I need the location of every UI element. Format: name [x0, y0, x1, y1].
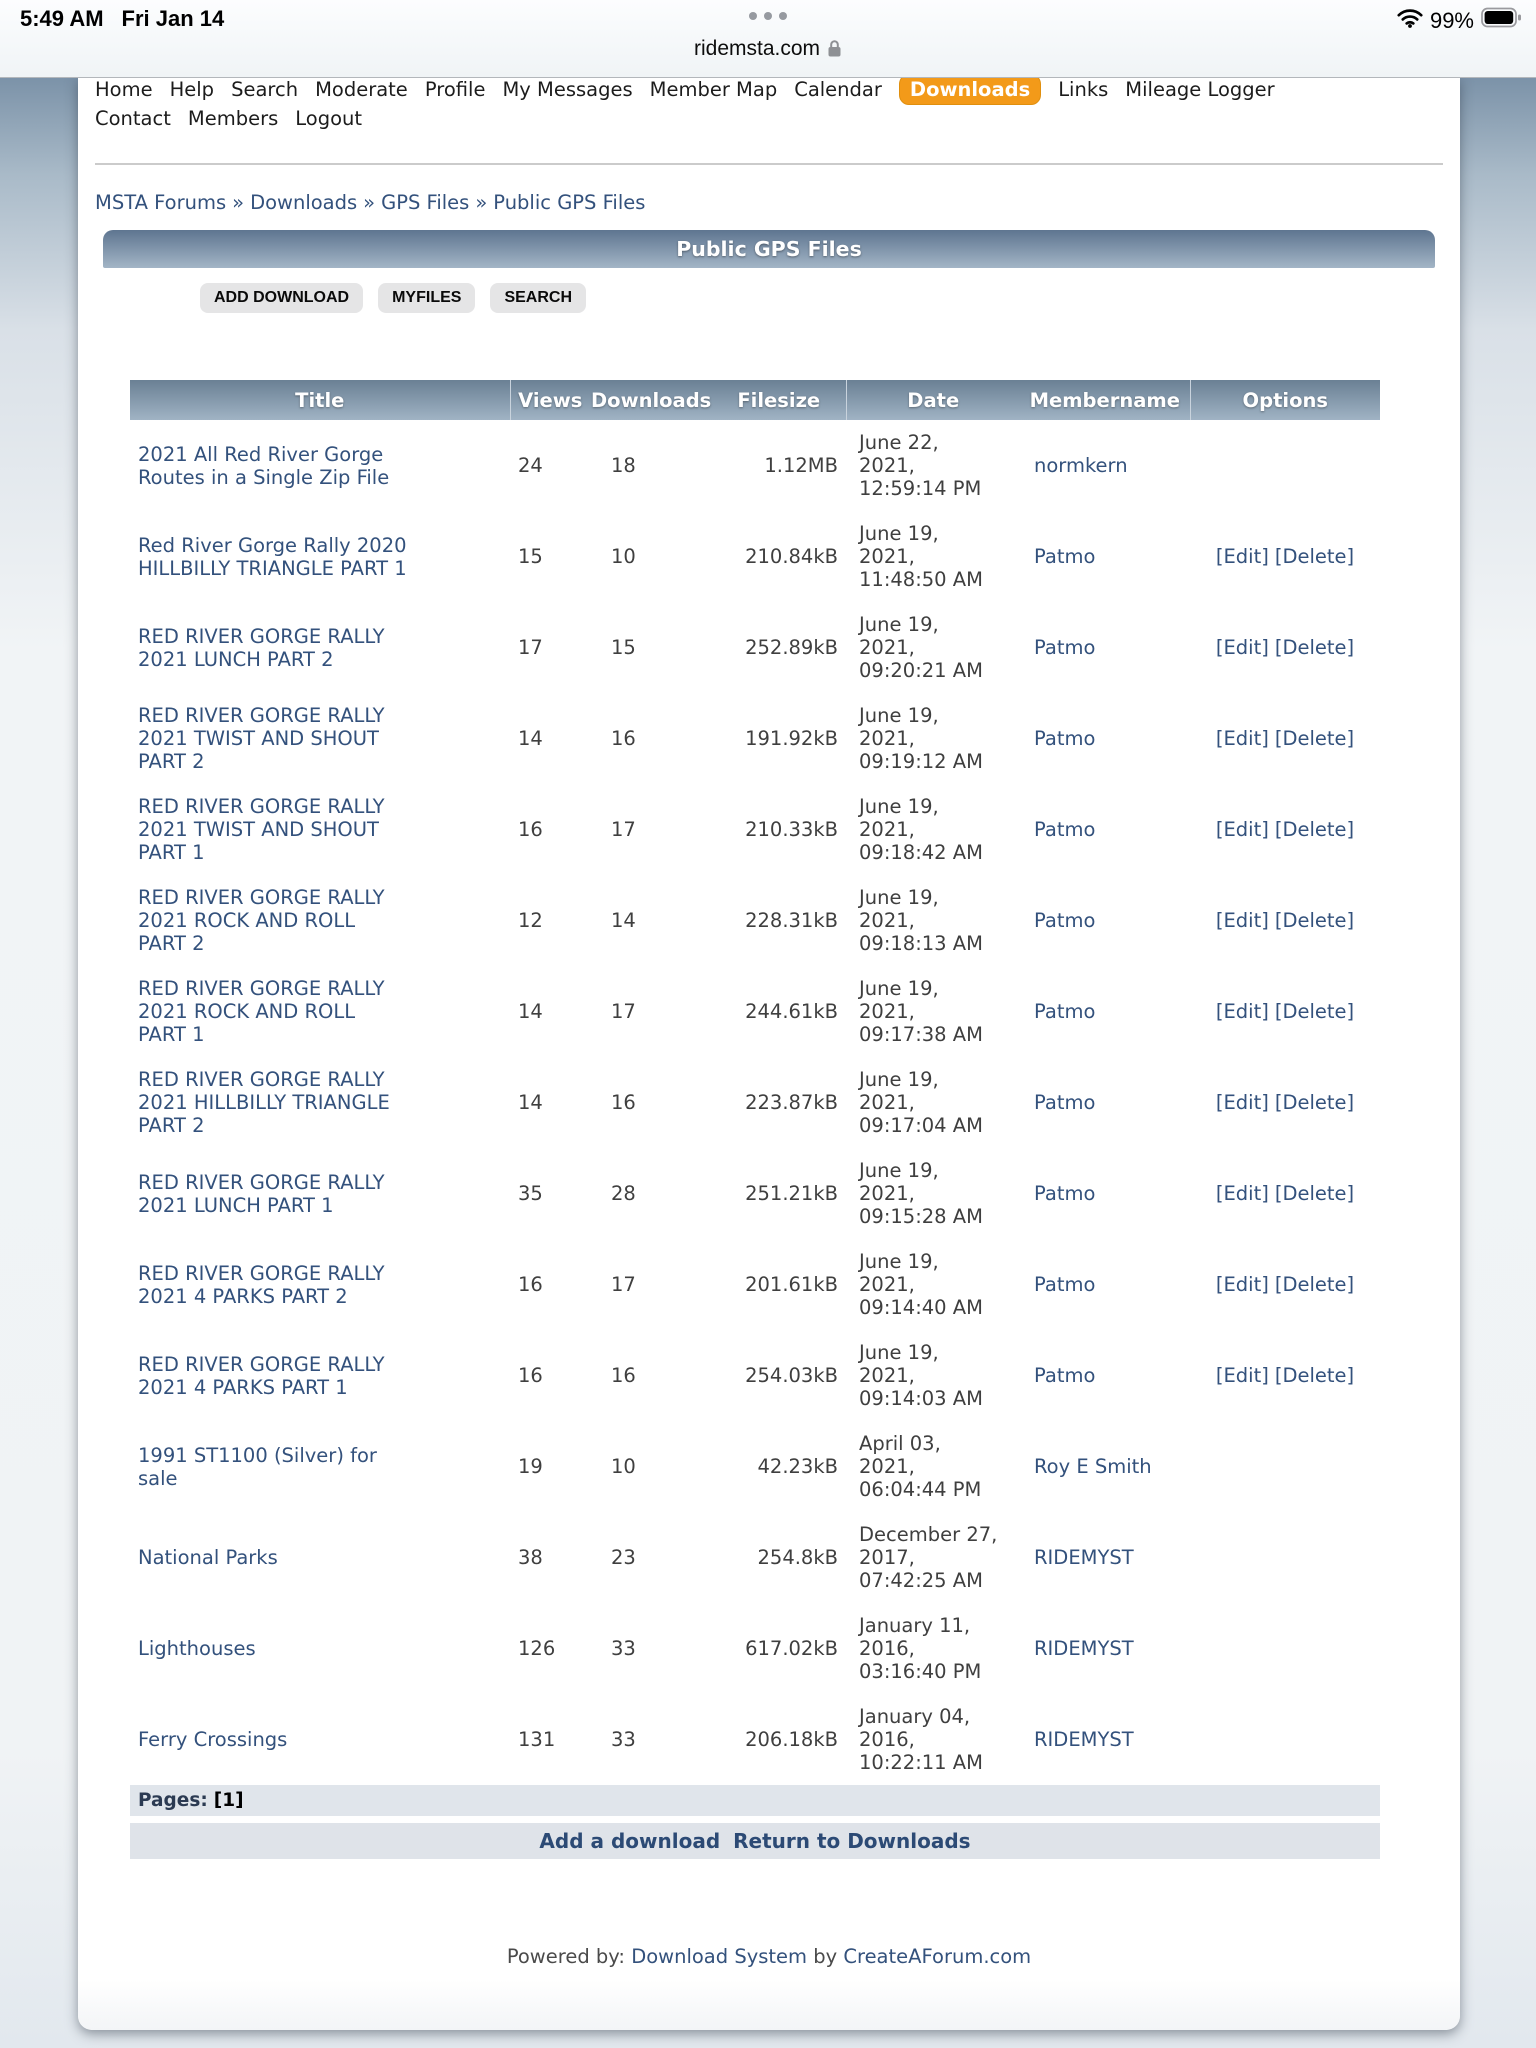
membername-link[interactable]: Patmo — [1034, 1364, 1096, 1387]
pages-label: Pages: — [138, 1790, 208, 1811]
title-cell — [130, 1330, 510, 1421]
myfiles-button[interactable]: MYFILES — [378, 283, 475, 313]
membername-link[interactable]: RIDEMYST — [1034, 1546, 1134, 1569]
files-table-body — [130, 420, 1380, 1785]
url-text[interactable]: ridemsta.com — [693, 37, 821, 60]
filesize-cell: 223.87kB — [745, 1091, 838, 1114]
views-cell: 126 — [518, 1637, 556, 1660]
nav-item-contact[interactable]: Contact — [95, 107, 171, 130]
membername-link[interactable]: RIDEMYST — [1034, 1728, 1134, 1751]
filesize-cell: 210.33kB — [745, 818, 838, 841]
file-title-link[interactable]: RED RIVER GORGE RALLY 2021 LUNCH PART 1 — [138, 1170, 385, 1217]
date-text: December 27, 2017, 07:42:25 AM — [859, 1523, 998, 1592]
breadcrumb-link[interactable]: MSTA Forums — [95, 191, 227, 214]
table-row — [130, 420, 1380, 511]
nav-item-members[interactable]: Members — [187, 107, 279, 130]
downloads-cell: 17 — [611, 1000, 636, 1023]
file-title-link[interactable]: RED RIVER GORGE RALLY 2021 4 PARKS PART 1 — [138, 1352, 385, 1399]
col-options: Options — [1190, 380, 1380, 420]
views-cell: 16 — [518, 818, 543, 841]
date-cell — [846, 1694, 1020, 1785]
search-button[interactable]: SEARCH — [490, 283, 586, 313]
views-cell: 14 — [518, 1000, 543, 1023]
file-title-link[interactable]: RED RIVER GORGE RALLY 2021 HILLBILLY TRIANGLE PART 2 — [138, 1068, 390, 1137]
filesize-cell: 617.02kB — [745, 1637, 838, 1660]
title-cell — [130, 784, 510, 875]
date-cell — [846, 420, 1020, 511]
options-cell — [1190, 784, 1380, 875]
file-title-link[interactable]: 2021 All Red River Gorge Routes in a Single Zip File — [138, 442, 390, 489]
downloads-cell: 10 — [611, 545, 636, 568]
breadcrumb-link[interactable]: GPS Files — [381, 191, 470, 214]
title-cell — [130, 1603, 510, 1694]
add-download-button[interactable]: ADD DOWNLOAD — [200, 283, 363, 313]
date-cell — [846, 1330, 1020, 1421]
membername-cell — [1020, 1239, 1190, 1330]
membername-cell — [1020, 784, 1190, 875]
breadcrumb-separator: » — [363, 191, 376, 214]
membername-link[interactable]: Patmo — [1034, 818, 1096, 841]
views-cell: 38 — [518, 1546, 543, 1569]
date-text: June 19, 2021, 09:14:40 AM — [859, 1250, 983, 1319]
toolbar — [200, 283, 1443, 313]
filesize-cell: 254.8kB — [757, 1546, 838, 1569]
date-text: June 19, 2021, 09:20:21 AM — [859, 613, 983, 682]
return-to-downloads-link[interactable]: Return to Downloads — [733, 1829, 971, 1853]
title-cell — [130, 602, 510, 693]
title-cell — [130, 1239, 510, 1330]
delete-link[interactable]: [Delete] — [1274, 545, 1355, 568]
breadcrumb-separator: » — [232, 191, 245, 214]
membername-cell — [1020, 1603, 1190, 1694]
browser-chrome — [0, 0, 1536, 78]
file-title-link[interactable]: National Parks — [138, 1546, 278, 1569]
options-cell — [1190, 966, 1380, 1057]
membername-link[interactable]: Roy E Smith — [1034, 1455, 1152, 1478]
filesize-cell: 1.12MB — [764, 454, 838, 477]
nav-item-help[interactable]: Help — [169, 78, 215, 101]
downloads-cell: 16 — [611, 727, 636, 750]
delete-link[interactable]: [Delete] — [1274, 1000, 1355, 1023]
date-text: June 19, 2021, 09:15:28 AM — [859, 1159, 983, 1228]
date-cell — [846, 1148, 1020, 1239]
membername-link[interactable]: RIDEMYST — [1034, 1637, 1134, 1660]
date-text: January 04, 2016, 10:22:11 AM — [859, 1705, 983, 1774]
table-row — [130, 511, 1380, 602]
bottom-links-bar — [130, 1823, 1380, 1859]
views-cell: 12 — [518, 909, 543, 932]
membername-cell — [1020, 693, 1190, 784]
nav-item-profile[interactable]: Profile — [424, 78, 486, 101]
downloads-cell: 23 — [611, 1546, 636, 1569]
status-time: 5:49 AM — [20, 6, 104, 31]
filesize-cell: 206.18kB — [745, 1728, 838, 1751]
options-cell — [1190, 1148, 1380, 1239]
nav-item-links[interactable]: Links — [1058, 78, 1109, 101]
options-cell — [1190, 1421, 1380, 1512]
file-title-link[interactable]: RED RIVER GORGE RALLY 2021 ROCK AND ROLL PART 1 — [138, 977, 385, 1046]
edit-link[interactable]: [Edit] — [1215, 636, 1269, 659]
table-row — [130, 1148, 1380, 1239]
views-cell: 15 — [518, 545, 543, 568]
membername-link[interactable]: normkern — [1034, 454, 1128, 477]
downloads-cell: 17 — [611, 1273, 636, 1296]
table-row — [130, 1239, 1380, 1330]
filesize-cell: 244.61kB — [745, 1000, 838, 1023]
title-cell — [130, 1057, 510, 1148]
options-cell — [1190, 1330, 1380, 1421]
options-cell — [1190, 1239, 1380, 1330]
edit-link[interactable]: [Edit] — [1215, 1364, 1269, 1387]
date-cell — [846, 1603, 1020, 1694]
powered-by-text: Powered by: — [506, 1945, 625, 1968]
views-cell: 19 — [518, 1455, 543, 1478]
date-cell — [846, 1512, 1020, 1603]
options-cell — [1190, 1512, 1380, 1603]
edit-link[interactable]: [Edit] — [1215, 545, 1269, 568]
title-cell — [130, 1148, 510, 1239]
table-row — [130, 1330, 1380, 1421]
membername-cell — [1020, 1421, 1190, 1512]
edit-link[interactable]: [Edit] — [1215, 1091, 1269, 1114]
views-cell: 24 — [518, 454, 543, 477]
pagination-bar — [130, 1785, 1380, 1816]
membername-cell — [1020, 875, 1190, 966]
file-title-link[interactable]: Lighthouses — [138, 1637, 256, 1660]
col-membername: Membername — [1020, 380, 1190, 420]
table-header-row — [130, 380, 1380, 420]
membername-cell — [1020, 1694, 1190, 1785]
title-cell — [130, 420, 510, 511]
date-text: June 19, 2021, 09:17:04 AM — [859, 1068, 983, 1137]
membername-cell — [1020, 966, 1190, 1057]
delete-link[interactable]: [Delete] — [1274, 1091, 1355, 1114]
nav-item-search[interactable]: Search — [231, 78, 299, 101]
title-cell — [130, 1512, 510, 1603]
options-cell — [1190, 875, 1380, 966]
options-cell — [1190, 1603, 1380, 1694]
nav-item-my-messages[interactable]: My Messages — [502, 78, 633, 101]
date-cell — [846, 875, 1020, 966]
page-title: Public GPS Files — [103, 230, 1435, 268]
date-cell — [846, 1421, 1020, 1512]
table-row — [130, 602, 1380, 693]
nav-item-home[interactable]: Home — [95, 78, 153, 101]
breadcrumb — [95, 191, 1443, 214]
breadcrumb-link[interactable]: Public GPS Files — [493, 191, 646, 214]
file-title-link[interactable]: Red River Gorge Rally 2020 HILLBILLY TRIANGLE PART 1 — [138, 533, 407, 580]
nav-item-calendar[interactable]: Calendar — [794, 78, 882, 101]
battery-icon — [1481, 7, 1522, 34]
views-cell: 14 — [518, 727, 543, 750]
col-filesize: Filesize — [712, 380, 846, 420]
views-cell: 35 — [518, 1182, 543, 1205]
file-title-link[interactable]: RED RIVER GORGE RALLY 2021 TWIST AND SHOUT PART 1 — [138, 795, 385, 864]
file-title-link[interactable]: RED RIVER GORGE RALLY 2021 LUNCH PART 2 — [138, 624, 385, 671]
downloads-cell: 28 — [611, 1182, 636, 1205]
filesize-cell: 228.31kB — [745, 909, 838, 932]
membername-cell — [1020, 1057, 1190, 1148]
file-title-link[interactable]: RED RIVER GORGE RALLY 2021 ROCK AND ROLL PART 2 — [138, 886, 385, 955]
delete-link[interactable]: [Delete] — [1274, 1182, 1355, 1205]
date-text: June 19, 2021, 09:19:12 AM — [859, 704, 983, 773]
footer — [95, 1945, 1443, 1968]
filesize-cell: 252.89kB — [745, 636, 838, 659]
date-cell — [846, 966, 1020, 1057]
status-date: Fri Jan 14 — [121, 6, 225, 31]
nav-item-member-map[interactable]: Member Map — [649, 78, 778, 101]
downloads-cell: 14 — [611, 909, 636, 932]
divider — [95, 163, 1443, 165]
membername-link[interactable]: Patmo — [1034, 909, 1096, 932]
edit-link[interactable]: [Edit] — [1215, 1273, 1269, 1296]
filesize-cell: 201.61kB — [745, 1273, 838, 1296]
table-row — [130, 1694, 1380, 1785]
downloads-cell: 33 — [611, 1728, 636, 1751]
filesize-cell: 251.21kB — [745, 1182, 838, 1205]
date-cell — [846, 511, 1020, 602]
membername-link[interactable]: Patmo — [1034, 545, 1096, 568]
membername-cell — [1020, 1330, 1190, 1421]
options-cell — [1190, 693, 1380, 784]
views-cell: 131 — [518, 1728, 556, 1751]
title-cell — [130, 1421, 510, 1512]
breadcrumb-separator: » — [475, 191, 488, 214]
date-text: June 19, 2021, 09:14:03 AM — [859, 1341, 983, 1410]
membername-cell — [1020, 1512, 1190, 1603]
edit-link[interactable]: [Edit] — [1215, 818, 1269, 841]
views-cell: 16 — [518, 1364, 543, 1387]
nav-main-row — [95, 77, 1443, 105]
date-cell — [846, 1239, 1020, 1330]
options-cell — [1190, 420, 1380, 511]
membername-cell — [1020, 602, 1190, 693]
edit-link[interactable]: [Edit] — [1215, 1182, 1269, 1205]
downloads-cell: 16 — [611, 1364, 636, 1387]
delete-link[interactable]: [Delete] — [1274, 1273, 1355, 1296]
membername-cell — [1020, 1148, 1190, 1239]
date-cell — [846, 602, 1020, 693]
tab-switcher-dots-icon[interactable] — [0, 12, 1536, 20]
date-cell — [846, 693, 1020, 784]
delete-link[interactable]: [Delete] — [1274, 636, 1355, 659]
membername-link[interactable]: Patmo — [1034, 727, 1096, 750]
downloads-cell: 15 — [611, 636, 636, 659]
membername-link[interactable]: Patmo — [1034, 636, 1096, 659]
status-right — [1397, 7, 1522, 34]
page-number[interactable]: [1] — [213, 1790, 244, 1811]
options-cell — [1190, 511, 1380, 602]
options-cell — [1190, 1057, 1380, 1148]
date-text: June 22, 2021, 12:59:14 PM — [859, 431, 982, 500]
date-text: June 19, 2021, 09:17:38 AM — [859, 977, 983, 1046]
date-cell — [846, 1057, 1020, 1148]
filesize-cell: 210.84kB — [745, 545, 838, 568]
downloads-cell: 16 — [611, 1091, 636, 1114]
page-content-card — [78, 77, 1460, 2030]
nav-item-mileage-logger[interactable]: Mileage Logger — [1125, 78, 1275, 101]
membername-link[interactable]: Patmo — [1034, 1182, 1096, 1205]
add-a-download-link[interactable]: Add a download — [539, 1829, 721, 1853]
delete-link[interactable]: [Delete] — [1274, 909, 1355, 932]
date-text: January 11, 2016, 03:16:40 PM — [859, 1614, 982, 1683]
col-views: Views — [510, 380, 590, 420]
address-bar[interactable] — [0, 37, 1536, 61]
options-cell — [1190, 1694, 1380, 1785]
download-system-link[interactable]: Download System — [631, 1945, 808, 1968]
delete-link[interactable]: [Delete] — [1274, 818, 1355, 841]
table-row — [130, 875, 1380, 966]
col-downloads: Downloads — [590, 380, 712, 420]
nav-item-logout[interactable]: Logout — [295, 107, 363, 130]
views-cell: 16 — [518, 1273, 543, 1296]
membername-link[interactable]: Patmo — [1034, 1273, 1096, 1296]
downloads-cell: 33 — [611, 1637, 636, 1660]
membername-cell — [1020, 420, 1190, 511]
table-row — [130, 1057, 1380, 1148]
title-cell — [130, 693, 510, 784]
membername-link[interactable]: Patmo — [1034, 1091, 1096, 1114]
membername-link[interactable]: Patmo — [1034, 1000, 1096, 1023]
file-title-link[interactable]: RED RIVER GORGE RALLY 2021 4 PARKS PART 2 — [138, 1261, 385, 1308]
file-title-link[interactable]: Ferry Crossings — [138, 1728, 288, 1751]
main-nav — [95, 77, 1443, 132]
breadcrumb-link[interactable]: Downloads — [250, 191, 358, 214]
options-cell — [1190, 602, 1380, 693]
table-row — [130, 966, 1380, 1057]
filesize-cell: 191.92kB — [745, 727, 838, 750]
table-row — [130, 1512, 1380, 1603]
edit-link[interactable]: [Edit] — [1215, 727, 1269, 750]
table-row — [130, 693, 1380, 784]
edit-link[interactable]: [Edit] — [1215, 909, 1269, 932]
membername-cell — [1020, 511, 1190, 602]
title-cell — [130, 1694, 510, 1785]
createaforum-link[interactable]: CreateAForum.com — [843, 1945, 1032, 1968]
title-cell — [130, 966, 510, 1057]
filesize-cell: 254.03kB — [745, 1364, 838, 1387]
lock-icon — [820, 37, 842, 60]
edit-link[interactable]: [Edit] — [1215, 1000, 1269, 1023]
files-table — [130, 380, 1380, 1785]
col-date: Date — [846, 380, 1020, 420]
nav-item-downloads[interactable]: Downloads — [899, 77, 1041, 105]
footer-by-text: by — [813, 1945, 838, 1968]
wifi-icon — [1397, 8, 1423, 34]
delete-link[interactable]: [Delete] — [1274, 1364, 1355, 1387]
downloads-cell: 10 — [611, 1455, 636, 1478]
filesize-cell: 42.23kB — [757, 1455, 838, 1478]
date-text: June 19, 2021, 09:18:42 AM — [859, 795, 983, 864]
title-cell — [130, 875, 510, 966]
nav-user-row — [95, 105, 1443, 132]
date-text: June 19, 2021, 09:18:13 AM — [859, 886, 983, 955]
table-row — [130, 1421, 1380, 1512]
views-cell: 14 — [518, 1091, 543, 1114]
date-text: June 19, 2021, 11:48:50 AM — [859, 522, 983, 591]
downloads-cell: 18 — [611, 454, 636, 477]
col-title: Title — [130, 380, 510, 420]
delete-link[interactable]: [Delete] — [1274, 727, 1355, 750]
file-title-link[interactable]: RED RIVER GORGE RALLY 2021 TWIST AND SHOUT PART 2 — [138, 704, 385, 773]
date-cell — [846, 784, 1020, 875]
views-cell: 17 — [518, 636, 543, 659]
file-title-link[interactable]: 1991 ST1100 (Silver) for sale — [138, 1443, 377, 1490]
title-cell — [130, 511, 510, 602]
date-text: April 03, 2021, 06:04:44 PM — [859, 1432, 982, 1501]
battery-percent: 99% — [1429, 7, 1474, 33]
table-row — [130, 1603, 1380, 1694]
nav-item-moderate[interactable]: Moderate — [315, 78, 408, 101]
downloads-cell: 17 — [611, 818, 636, 841]
table-row — [130, 784, 1380, 875]
